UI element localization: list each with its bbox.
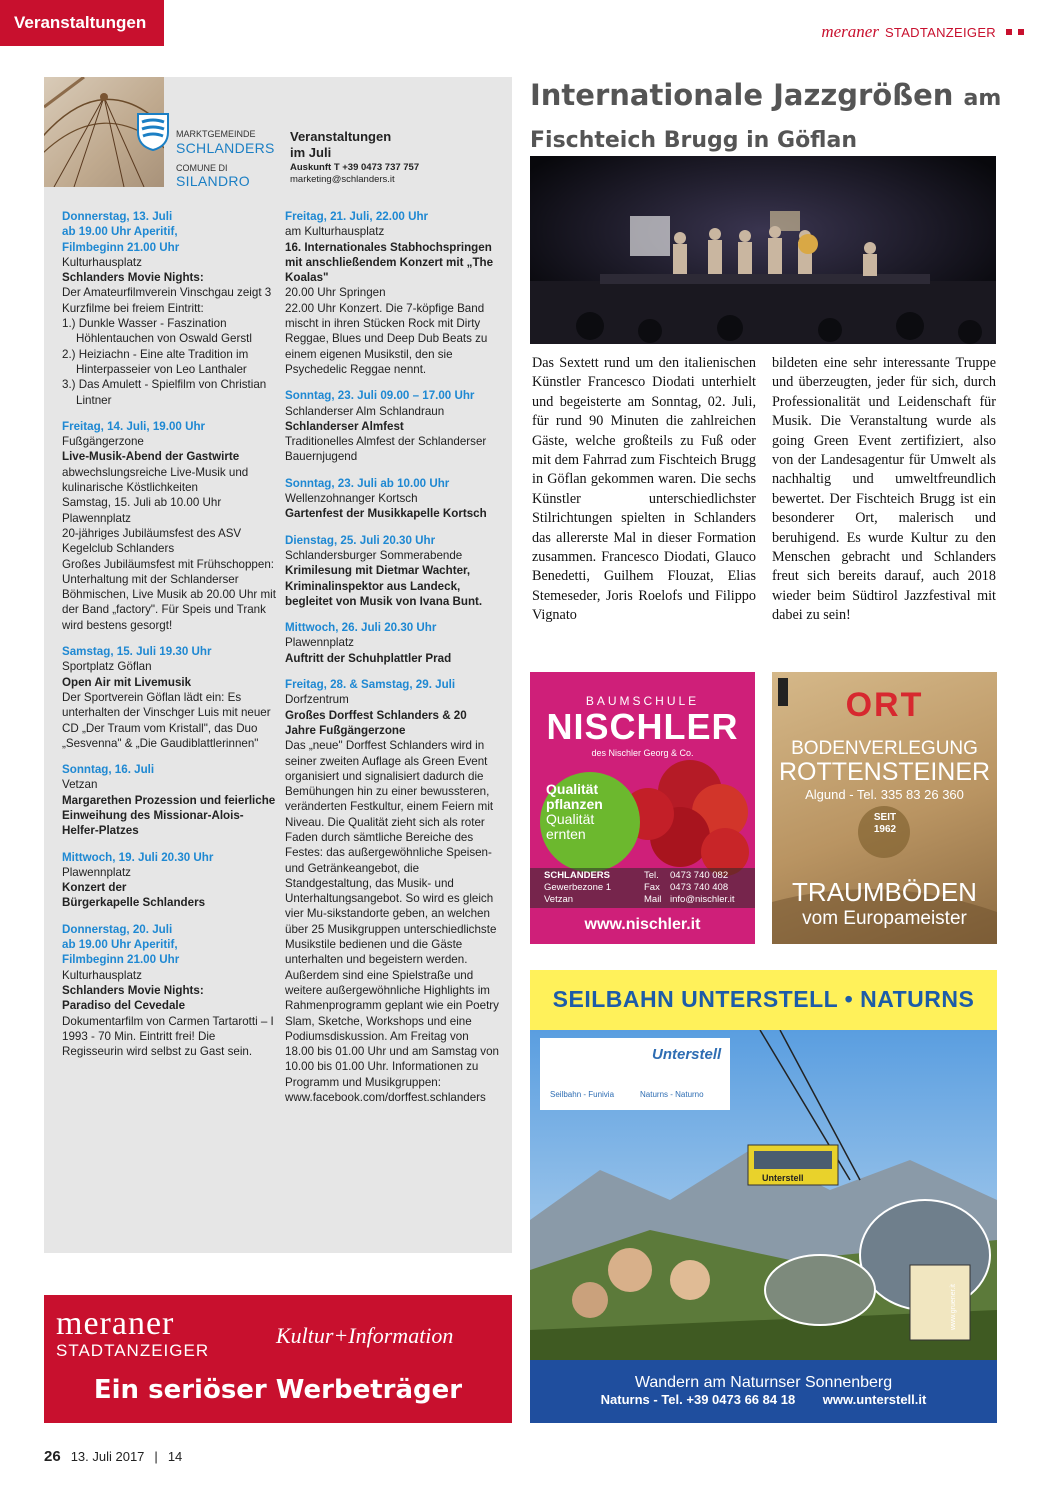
event-title: Margarethen Prozession und feierliche Einweihung des Missionar-Alois-Helfer-Platzes <box>62 793 276 838</box>
crest-icon <box>136 112 170 152</box>
article-title-small: am <box>963 86 1002 111</box>
event-list-item: 1.) Dunkle Wasser - Faszination Höhlentauchen von Oswald Gerstl <box>62 317 252 346</box>
nischler-bubble <box>546 782 603 842</box>
nischler-tel: 0473 740 082 <box>670 870 729 881</box>
event-title: Schlanderser Almfest <box>285 419 404 433</box>
municipality-name-it: SILANDRO <box>176 173 250 190</box>
mer-slogan: Ein seriöser Werbeträger <box>93 1375 463 1405</box>
events-column-2 <box>285 209 499 1116</box>
bubble-line: pflanzen <box>546 796 603 812</box>
seal-line: 1962 <box>873 824 897 835</box>
event-place: Kulturhausplatz <box>62 255 142 269</box>
ad-rottensteiner[interactable] <box>772 672 997 944</box>
event-title: Schlanders Movie Nights: <box>62 271 204 285</box>
address-line: Vetzan <box>544 894 574 905</box>
brand-script: meraner <box>821 22 879 41</box>
events-heading-line: im Juli <box>290 144 332 160</box>
nischler-fax: 0473 740 408 <box>670 882 729 893</box>
event-date: Sonntag, 23. Juli 09.00 – 17.00 Uhr <box>285 389 475 403</box>
municipality-name-de: SCHLANDERS <box>176 139 275 156</box>
contact-label: Mail <box>644 894 662 905</box>
event-entry <box>285 388 499 464</box>
event-entry <box>285 209 499 377</box>
article-title <box>530 76 1010 160</box>
event-description: Der Amateurfilmverein Vinschgau zeigt 3 Kurzfilme bei freiem Eintritt: <box>62 286 272 315</box>
event-place: Sportplatz Göflan <box>62 660 152 674</box>
footer-separator: | <box>154 1449 158 1464</box>
event-entry <box>62 644 276 751</box>
event-date: Samstag, 15. Juli 19.30 Uhr <box>62 645 212 659</box>
footer-web[interactable]: www.unterstell.it <box>822 1392 927 1407</box>
masthead-brand <box>821 22 1024 42</box>
article-text-col2: bildeten eine sehr interessante Truppe und überzeugten, jeder für sich, durch Professionalität und Leidenschaft für Musik. Die Veranstaltung wurde als going Green Event zertifiziert, also von der Landesagentur für Umwelt als nachhaltig und umweltfreundlich bewertet. Der Fischteich Brugg ist ein besonderer Ort, malerisch und beruhigend. Es wurde Kultur zu den Menschen gebracht und Schlanders freut sich bereits darauf, auch 2018 wieder beim Südtirol Jazzfestival mit dabei zu sein! <box>772 355 996 624</box>
events-heading <box>290 129 391 160</box>
cabin-label: Unterstell <box>762 1173 804 1183</box>
event-list-item: 3.) Das Amulett - Spielfilm von Christian Lintner <box>62 378 267 407</box>
mer-tagline: Kultur+Information <box>276 1323 454 1348</box>
event-date: Donnerstag, 20. Juli ab 19.00 Uhr Aperitif, Filmbeginn 21.00 Uhr <box>62 922 180 967</box>
unterstell-logo <box>540 1038 730 1110</box>
brand-caps: STADTANZEIGER <box>884 24 996 40</box>
nischler-web[interactable]: www.nischler.it <box>584 916 701 933</box>
seal-line: SEIT <box>873 812 897 823</box>
nischler-address <box>544 870 611 906</box>
event-title: Krimilesung mit Dietmar Wachter, Kriminalinspektor aus Landeck, begleitet von Musik von Ivana Bunt. <box>285 564 483 608</box>
contact-email: marketing@schlanders.it <box>290 174 395 186</box>
event-entry <box>285 620 499 666</box>
event-title: Großes Dorffest Schlanders & 20 Jahre Fußgängerzone <box>285 708 467 737</box>
rot-line2: ROTTENSTEINER <box>778 758 991 786</box>
event-entry <box>285 533 499 609</box>
event-place: Kulturhausplatz <box>62 968 142 982</box>
event-entry <box>62 922 276 1060</box>
contact-label: Fax <box>644 882 660 893</box>
event-description: Traditionelles Almfest der Schlanderser Bauernjugend <box>285 435 487 464</box>
event-date: Freitag, 21. Juli, 22.00 Uhr <box>285 210 429 223</box>
event-description: Das „neue" Dorffest Schlanders wird in seiner zweiten Auflage als Green Event organisiert und signalisiert dadurch die Bemühungen hin zu einer bewussteren, veränderten Festkultur, einem Feiern mit Niveau. Die Qualität zieht sich als roter Faden durch sämtliche Bereiche des Festes: das außergewöhnliche Speisen- und Getränkeangebot, die Standgestaltung, das Musik- und Unterhaltungsangebot. So wird es gleich vier Mu-sikstandorte geben, an welchen über 25 Musikgruppen unterschiedlichste Musikstile bedienen und die Gäste unterhalten und begeistern werden. Außerdem sind eine Spielstraße und weitere außergewöhnliche Highlights im Rahmenprogramm geplant wie ein Poetry Slam, Sketche, Workshops und eine Podiumsdiskussion. Am Freitag von 18.00 bis 01.00 Uhr und am Samstag von 10.00 bis 01.00 Uhr. Informationen zu Programm und Musikgruppen: www.facebook.com/dorffest.schlanders <box>285 739 499 1105</box>
logo-name: Unterstell <box>652 1046 722 1063</box>
event-place: Plawennplatz <box>285 636 354 650</box>
page-number: 26 <box>44 1448 61 1465</box>
rot-line3: Algund - Tel. 335 83 26 360 <box>805 787 964 802</box>
contact-label: Tel. <box>644 870 659 881</box>
event-title: Konzert der Bürgerkapelle Schlanders <box>62 881 206 910</box>
logo-sub: Seilbahn - Funivia <box>550 1090 615 1099</box>
rot-line1: BODENVERLEGUNG <box>791 738 978 759</box>
event-place: Schlanderser Alm Schlandraun <box>285 404 445 418</box>
municipality-name <box>176 129 275 190</box>
address-line: Gewerbezone 1 <box>544 882 612 893</box>
event-place: Plawennplatz <box>62 865 131 879</box>
section-tab: Veranstaltungen <box>0 0 164 46</box>
event-title: Live-Musik-Abend der Gastwirte <box>62 450 240 464</box>
event-title: Gartenfest der Musikkapelle Kortsch <box>285 507 487 521</box>
municipality-line: COMUNE DI <box>176 162 228 173</box>
nischler-mail: info@nischler.it <box>670 894 735 905</box>
events-contact <box>290 162 419 187</box>
contact-phone: T +39 0473 737 757 <box>333 162 420 173</box>
seilbahn-footer <box>530 1363 997 1423</box>
ad-nischler[interactable] <box>530 672 755 944</box>
event-description: abwechslungsreiche Live-Musik und kulinarische Köstlichkeiten Samstag, 15. Juli ab 10.00 Uhr Plawennplatz 20-jähriges Jubiläumsfest des ASV Kegelclub Schlanders Großes Jubiläumsfest mit Frühschoppen: Unterhaltung mit der Schlanderser Böhmischen, Live Musik ab 20.00 Uhr mit der Band „factory". Für Speis und Trank wird bestens gesorgt! <box>62 465 276 632</box>
ad-meraner[interactable] <box>44 1295 512 1423</box>
concert-photo <box>530 156 996 344</box>
event-description: Dokumentarfilm von Carmen Tartarotti – I 1993 - 70 Min. Eintritt frei! Die Regisseurin wird selbst zu Gast sein. <box>62 1014 274 1059</box>
events-column-1 <box>62 209 276 1070</box>
event-title: Schlanders Movie Nights: Paradiso del Cevedale <box>62 983 204 1013</box>
event-date: Donnerstag, 13. Juli ab 19.00 Uhr Aperitif, Filmbeginn 21.00 Uhr <box>62 210 180 254</box>
rot-logo: ORT <box>845 686 924 724</box>
issue-date: 13. Juli 2017 <box>70 1449 145 1464</box>
event-title: Auftritt der Schuhplattler Prad <box>285 651 452 665</box>
side-text: www.gruener.it <box>950 1284 957 1330</box>
event-list <box>62 316 276 408</box>
mer-brand1: meraner <box>56 1305 175 1342</box>
issue-number: 14 <box>167 1449 183 1464</box>
contact-label: Auskunft <box>290 162 332 173</box>
nischler-name: NISCHLER <box>546 706 739 747</box>
rot-slogan1: TRAUMBÖDEN <box>792 877 977 907</box>
ad-seilbahn[interactable] <box>530 970 997 1423</box>
event-entry <box>62 762 276 838</box>
event-description: 20.00 Uhr Springen 22.00 Uhr Konzert. Die 7-köpfige Band mischt in ihren Stücken Rock mit Dirty Reggae, Blues und Deep Dub Beats zu einem eigenen Musikstil, den sie Psychedelic Reggae nennt. <box>285 286 488 376</box>
rot-seal <box>857 812 913 836</box>
article-text-col1: Das Sextett rund um den italienischen Künstler Francesco Diodati unterhielt und begeisterte am Sonntag, 02. Juli, für rund 90 Minuten die zahlreichen Gäste, welche großteils zu Fuß oder mit dem Fahrrad zum Fischteich Brugg in Göflan gekommen waren. Die sechs Künstler unterschiedlichster Stilrichtungen spielten in Schlanders das allererste Mal in dieser Formation zusammen. Francesco Diodati, Glauco Benedetti, Guilhem Flouzat, Elias Stemeseder, Joris Roelofs und Filippo Vignato <box>532 355 756 624</box>
event-date: Mittwoch, 19. Juli 20.30 Uhr <box>62 850 214 864</box>
event-date: Freitag, 28. & Samstag, 29. Juli <box>285 678 456 692</box>
municipality-line: MARKTGEMEINDE <box>176 129 256 139</box>
event-date: Mittwoch, 26. Juli 20.30 Uhr <box>285 621 437 635</box>
footer-phone: Naturns - Tel. +39 0473 66 84 18 <box>600 1392 796 1407</box>
event-entry <box>285 476 499 522</box>
bubble-line: Qualität <box>546 781 599 797</box>
rot-slogan2: vom Europameister <box>802 908 967 929</box>
event-entry <box>62 850 276 911</box>
event-entry <box>62 209 276 408</box>
bubble-line: Qualität <box>546 811 595 827</box>
seilbahn-title: SEILBAHN UNTERSTELL • NATURNS <box>552 986 975 1012</box>
event-place: am Kulturhausplatz <box>285 225 385 239</box>
event-description: Der Sportverein Göflan lädt ein: Es unterhalten der Vinschger Luis mit neuer CD „Der Traum vom Kristall", das Duo „Sesvenna" & „Die Gaudiblattlerinnen" <box>62 690 271 750</box>
event-date: Dienstag, 25. Juli 20.30 Uhr <box>285 533 436 547</box>
nischler-contact <box>644 870 735 906</box>
nischler-sub: des Nischler Georg & Co. <box>591 748 694 758</box>
event-list-item: 2.) Heiziachn - Eine alte Tradition im Hinterpasseier von Leo Lanthaler <box>62 347 249 376</box>
event-title: Open Air mit Livemusik <box>62 675 192 689</box>
article-title-line2: Fischteich Brugg in Göflan <box>530 128 857 153</box>
events-heading-line: Veranstaltungen <box>290 129 392 144</box>
nischler-top: BAUMSCHULE <box>585 694 700 708</box>
page-footer <box>44 1448 182 1465</box>
event-place: Schlandersburger Sommerabende <box>285 548 463 562</box>
footer-line: Wandern am Naturnser Sonnenberg <box>634 1374 893 1391</box>
mer-brand2: STADTANZEIGER <box>56 1341 210 1360</box>
logo-sub: Naturns - Naturno <box>640 1090 704 1099</box>
bubble-line: ernten <box>546 826 586 842</box>
event-date: Sonntag, 23. Juli ab 10.00 Uhr <box>285 476 450 490</box>
event-entry <box>285 677 499 1105</box>
event-place: Wellenzohnanger Kortsch <box>285 492 418 506</box>
event-place: Dorfzentrum <box>285 693 349 707</box>
article-title-main: Internationale Jazzgrößen <box>530 78 954 112</box>
event-date: Sonntag, 16. Juli <box>62 763 155 777</box>
event-entry <box>62 419 276 633</box>
address-line: SCHLANDERS <box>544 870 610 881</box>
event-title: 16. Internationales Stabhochspringen mit anschließendem Konzert mit „The Koalas" <box>285 240 494 285</box>
event-place: Fußgängerzone <box>62 435 144 449</box>
brand-square-icon <box>1006 29 1012 35</box>
event-date: Freitag, 14. Juli, 19.00 Uhr <box>62 419 206 433</box>
brand-square-icon <box>1018 29 1024 35</box>
event-place: Vetzan <box>62 778 98 792</box>
